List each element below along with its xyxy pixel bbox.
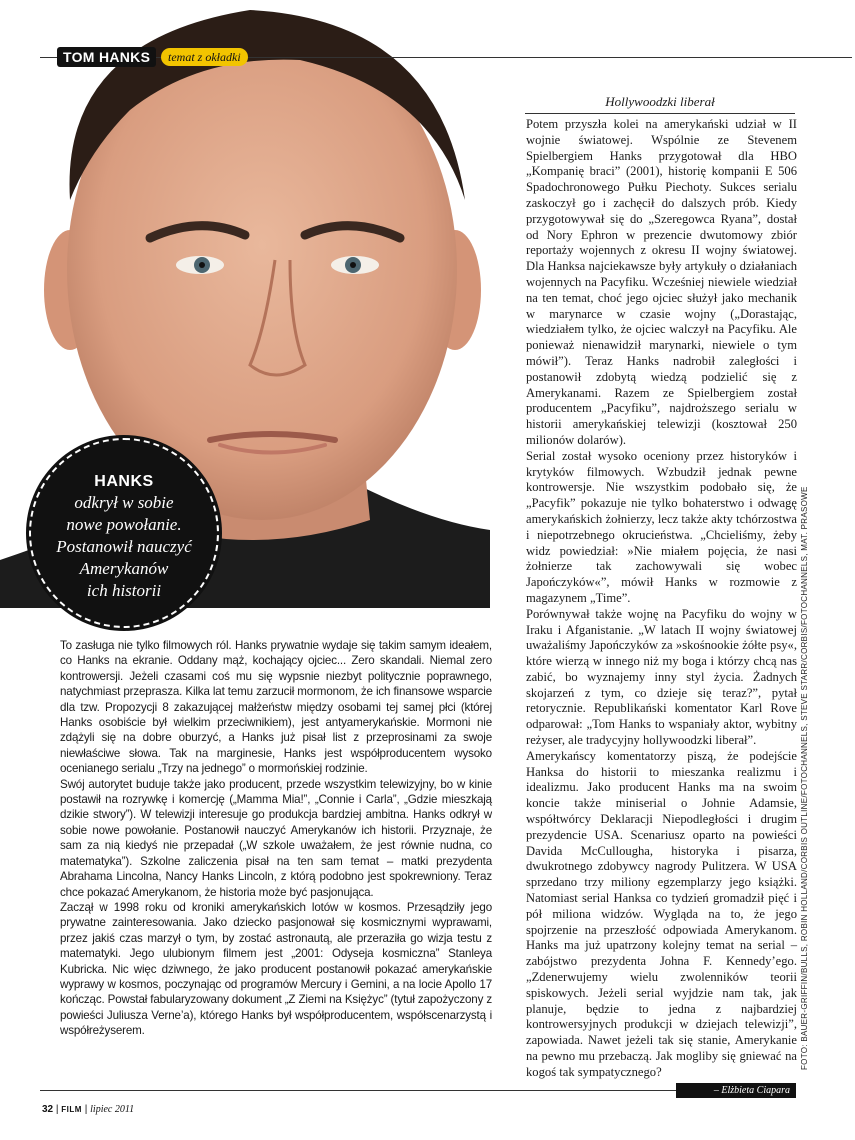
paragraph: To zasługa nie tylko filmowych ról. Hanks prywatnie wydaje się takim samym ideałem, co Hanks na ekranie. Oddany mąż, kochający ojciec... Zero skandali. Niemal zero kontrowersji. Jeżeli czasami coś mu się wypsnie niezbyt politycznie poprawnego, natychmiast przeprasza. Kilka lat temu zarzucił mormonom, że ich finansowe wsparcie dla tzw. Propozycji 8 zakazującej małżeństw między osobami tej samej płci (której Hanks osobiście był wielkim przeciwnikiem), jest antyamerykańskie. Mormoni nie zdążyli się na dobre oburzyć, a Hanks już pisał list z przeprosinami za swoje niewłaściwe słowa. Tak na marginesie, Hanks jest współproducentem wysoko ocenianego serialu „Trzy na jednego” o mormońskiej rodzinie. [60,639,492,776]
magazine-name: FILM [61,1105,82,1114]
footer-separator: | [84,1104,91,1115]
left-column [60,638,492,1039]
badge-line: ich historii [86,581,162,600]
badge-title: HANKS [94,473,154,490]
paragraph: Porównywał także wojnę na Pacyfiku do wojny w Iraku i Afganistanie. „W latach II wojny światowej uważaliśmy Japończyków za »skośnookie żółte psy«, które wierzą w innego niż my boga i którzy chcą nas zabić, bo wyznajemy inny styl życia. Żadnych skojarzeń z tym, co dzieje się teraz?”, pytał retorycznie. Republikański komentator Karl Rove odparował: „Tom Hanks to wspaniały aktor, wybitny reżyser, ale tradycyjny hollywoodzki liberał”. [526,606,797,748]
badge-line: Postanowił nauczyć [56,537,192,556]
paragraph: Zaczął w 1998 roku od kroniki amerykańskich lotów w kosmos. Przesądziły jego prywatne zainteresowania. Jako dziecko pasjonował się kosmicznymi wyprawami, przez jakiś czas marzył o tym, by zostać astronautą, ale przeraziła go wizja testu z matematyki. Jego ulubionym filmem jest „2001: Odyseja kosmiczna” Stanleya Kubricka. Nic więc dziwnego, że jako producent postanowił pokazać amerykańskie wyprawy w kosmos, poczynając od programów Mercury i Gemini, a na locie Apollo 17 kończąc. Powstał fabularyzowany dokument „Z Ziemi na Księżyc” (tytuł zapożyczony z powieści Juliusza Verne’a), którego Hanks był współproducentem, współscenarzystą i współreżyserem. [60,900,492,1038]
badge-line: nowe powołanie. [66,515,182,534]
pull-quote-badge [29,438,219,628]
section-tag: TOM HANKS [57,47,156,67]
author-byline: – Elżbieta Ciapara [676,1083,796,1098]
paragraph: Serial został wysoko oceniony przez historyków i krytyków filmowych. Wzbudził jednak pewne kontrowersje. Nie wszystkim podobało się, że „Pacyfik” pokazuje nie tylko bohaterstwo i odwagę amerykańskich żołnierzy, lecz także akty tchórzostwa i niepotrzebnego okrucieństwa. „Chcieliśmy, żeby widz powiedział: »Nie miałem pojęcia, że nasi żołnierze tak zachowywali się wobec Japończyków«”, mówił Hanks w rozmowie z magazynem „Time”. [526,448,797,605]
subheading-rule [525,113,795,114]
page-number: 32 [42,1104,54,1115]
right-column [526,117,797,1081]
issue-date: lipiec 2011 [90,1104,135,1115]
badge-line: Amerykanów [79,559,169,578]
footer-separator: | [55,1104,62,1115]
photo-credit: FOTO: BAUER-GRIFFIN/BULLS, ROBIN HOLLAND/CORBIS OUTLINE/FOTOCHANNELS, STEVE STARR/CORBIS/FOTOCHANNELS, MAT. PRASOWE [800,486,809,1070]
badge-line: odkrył w sobie [74,493,174,512]
paragraph: Swój autorytet buduje także jako producent, przede wszystkim telewizyjny, bo w kinie postawił na rozrywkę i komercję („Mamma Mia!”, „Connie i Carla”, „Gdzie mieszkają dzikie stwory”). W telewizji interesuje go produkcja bardziej ambitna. Hanks odkrył w sobie nowe powołanie. Postanowił nauczyć Amerykanów ich historii. Przyznaje, że sam za nią kiedyś nie przepadał („W szkole uważałem, że jest równie nudna, co matematyka”). Szkolne zaliczenia pisał na ten sam temat – matki prezydenta Abrahama Lincolna, Nancy Hanks Lincoln, z którą podobno jest spokrewniony. Teraz chce pokazać Amerykanom, że historia może być pasjonująca. [60,777,492,899]
byline-rule [40,1090,676,1091]
section-subheading: Hollywoodzki liberał [605,94,715,109]
page-footer [42,1104,134,1115]
topic-tag: temat z okładki [161,48,248,66]
paragraph: Amerykańscy komentatorzy piszą, że podejście Hanksa do historii to mieszanka realizmu i idealizmu. Jako producent Hanks ma na swoim koncie także miniserial o Johnie Adamsie, współtwórcy Deklaracji Niepodległości i drugim prezydencie USA. Scenariusz oparto na powieści Davida McCullougha, historyka i pisarza, dwukrotnego zdobywcy nagrody Pulitzera. W USA sprzedano trzy miliony egzemplarzy jego książki. Natomiast serial Hanksa co tydzień gromadził pięć i pół miliona widzów. Wygląda na to, że jego spojrzenie na przeszłość odpowiada Amerykanom. Hanks ma już upatrzony kolejny temat na serial – zabójstwo prezydenta Johna F. Kennedy’ego. „Zdenerwujemy wielu zwolenników teorii spiskowych. Jeżeli serial wyjdzie nam tak, jak planuje, będzie to jedna z najbardziej kontrowersyjnych produkcji w dziejach telewizji”, zapowiada. Nawet jeżeli tak się stanie, Amerykanie na pewno mu przebaczą. Jak mogliby się gniewać na kogoś tak sympatycznego? [526,748,797,1079]
paragraph: Potem przyszła kolei na amerykański udział w II wojnie światowej. Wspólnie ze Stevenem Spielbergiem Hanks przygotował dla HBO „Kompanię braci” (2001), historię kompanii E 506 Spadochronowego Pułku Piechoty. Sukces serialu zaskoczył go i zachęcił do dalszych prób. Kiedy przygotowywał się do „Szeregowca Ryana”, dostał od Nory Ephron w prezencie dwutomowy zbiór reportaży wojennych z okresu II wojny światowej. Dla Hanksa najciekawsze były artykuły o działaniach wojennych na Pacyfiku. Wcześniej niewiele wiedział na ten temat, choć jego ojciec służył jako mechanik w marynarce w czasie wojny („Dorastając, wiedziałem tylko, że ojciec walczył na Pacyfiku. Ale ponieważ nienawidził marynarki, niewiele o tym mówił”). Teraz Hanks nadrobił zaległości i postanowił zdobytą wiedzą podzielić się z Amerykanami. Razem ze Spielbergiem został producentem „Pacyfiku”, najdroższego serialu w historii amerykańskiej telewizji (kosztował 250 milionów dolarów). [526,117,797,447]
